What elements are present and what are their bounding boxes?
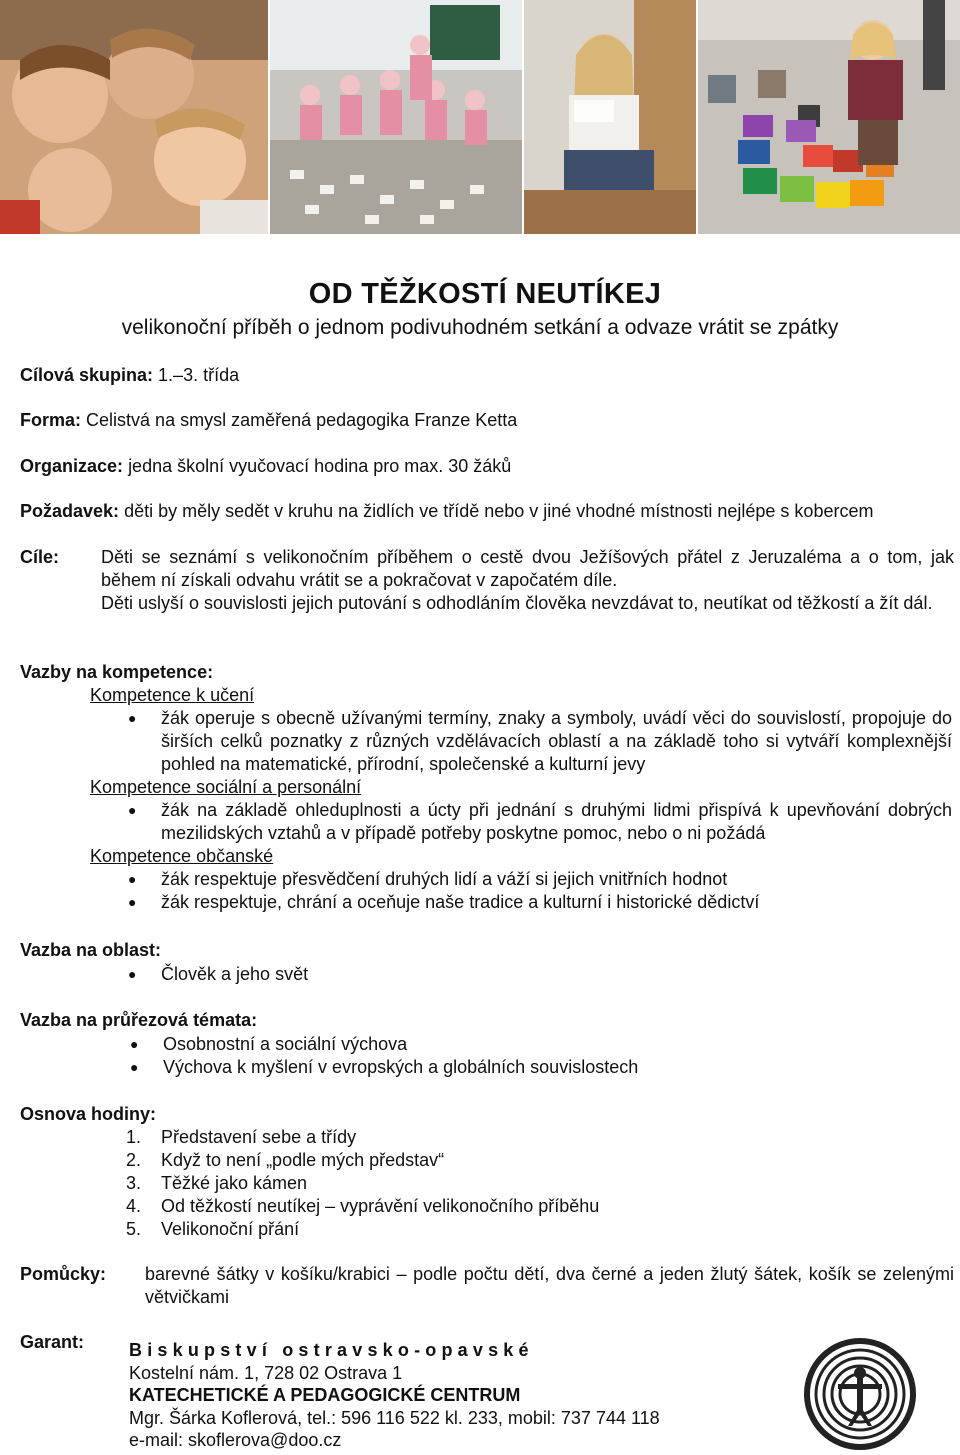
- children-faces-photo: [0, 0, 268, 234]
- list-item-text: Představení sebe a třídy: [161, 1127, 357, 1147]
- themes-list: [130, 1033, 943, 1079]
- page-subtitle: velikonoční příběh o jednom podivuhodném setkání a odvaze vrátit se zpátky: [121, 316, 839, 339]
- organization-row: [20, 455, 511, 478]
- bullet-icon: ●: [128, 710, 137, 726]
- area-list: [128, 963, 941, 986]
- form-label: Forma:: [20, 410, 82, 430]
- guarantor-heading: [20, 1331, 84, 1354]
- competence-list: [128, 868, 952, 914]
- list-item: [126, 1149, 941, 1172]
- list-item-text: žák na základě ohleduplnosti a úcty při jednání s druhými lidmi přispívá k upevňování dobrých mezilidských vztahů a v případě potřeby poskytne pomoc, nebo o ni požádá: [161, 800, 952, 843]
- list-item-text: Osobnostní a sociální výchova: [163, 1034, 408, 1054]
- guarantor-email: e-mail: skoflerova@doo.cz: [129, 1430, 342, 1450]
- header-photo-strip: [0, 0, 960, 234]
- aids-label: Pomůcky:: [20, 1264, 107, 1284]
- bullet-icon: ●: [130, 1059, 139, 1075]
- themes-heading: [20, 1009, 257, 1032]
- competence-list: [128, 707, 952, 776]
- list-number: 4.: [126, 1196, 142, 1216]
- list-number: 3.: [126, 1173, 142, 1193]
- list-number: 5.: [126, 1219, 142, 1239]
- girl-reading-photo: [524, 0, 696, 234]
- competence-list: [128, 799, 952, 845]
- list-item: [128, 868, 952, 891]
- form-row: [20, 409, 517, 432]
- outline-label: Osnova hodiny:: [20, 1104, 157, 1124]
- form-value: Celistvá na smysl zaměřená pedagogika Franze Ketta: [86, 410, 518, 430]
- bullet-icon: ●: [128, 894, 137, 910]
- area-label: Vazba na oblast:: [20, 940, 162, 960]
- guarantor-label: Garant:: [20, 1332, 85, 1352]
- themes-label: Vazba na průřezová témata:: [20, 1010, 258, 1030]
- list-number: 2.: [126, 1150, 142, 1170]
- list-item-text: Od těžkostí neutíkej – vyprávění velikonočního příběhu: [161, 1196, 600, 1216]
- bullet-icon: ●: [128, 871, 137, 887]
- bullet-icon: ●: [130, 1036, 139, 1052]
- girl-colored-cloths-photo: [698, 0, 960, 234]
- target-group-row: [20, 364, 239, 387]
- guarantor-org: Biskupství ostravsko-opavské: [129, 1340, 534, 1360]
- list-item: [128, 799, 952, 845]
- list-item-text: žák respektuje, chrání a oceňuje naše tradice a kulturní i historické dědictví: [161, 892, 760, 912]
- list-item: [126, 1218, 941, 1241]
- list-item: [126, 1195, 941, 1218]
- page-title: OD TĚŽKOSTÍ NEUTÍKEJ: [308, 278, 662, 310]
- list-item: [126, 1126, 941, 1149]
- goals-text: [101, 546, 954, 615]
- target-group-label: Cílová skupina:: [20, 365, 154, 385]
- class-circle-photo: [270, 0, 522, 234]
- competence-group-title: Kompetence občanské: [90, 846, 274, 866]
- guarantor-center: KATECHETICKÉ A PEDAGOGICKÉ CENTRUM: [129, 1385, 521, 1405]
- goals-paragraph-2: Děti uslyší o souvislosti jejich putování s odhodláním člověka nevzdávat to, neutíkat od těžkostí a žít dál.: [101, 593, 933, 613]
- bullet-icon: ●: [128, 966, 137, 982]
- list-item-text: Když to není „podle mých představ“: [161, 1150, 445, 1170]
- guarantor-contact: Mgr. Šárka Koflerová, tel.: 596 116 522 kl. 233, mobil: 737 744 118: [129, 1407, 660, 1428]
- list-item: [128, 891, 952, 914]
- competences-section: [90, 684, 952, 914]
- list-item: [128, 707, 952, 776]
- organization-label: Organizace:: [20, 456, 124, 476]
- list-item-text: Těžké jako kámen: [161, 1173, 308, 1193]
- list-item-text: žák operuje s obecně užívanými termíny, znaky a symboly, uvádí věci do souvislostí, propojuje do širších celků poznatky z různých vzdělávacích oblastí a na základě toho si vytváří komplexnější pohled na matematické, přírodní, společenské a kulturní jevy: [161, 708, 952, 774]
- list-item: [130, 1033, 943, 1056]
- competence-group-title: Kompetence k učení: [90, 685, 255, 705]
- outline-heading: [20, 1103, 156, 1126]
- area-heading: [20, 939, 161, 962]
- list-item-text: žák respektuje přesvědčení druhých lidí a váží si jejich vnitřních hodnot: [161, 869, 728, 889]
- competences-heading: [20, 661, 213, 684]
- guarantor-address: Kostelní nám. 1, 728 02 Ostrava 1: [129, 1362, 403, 1383]
- goals-label-text: Cíle:: [20, 547, 60, 567]
- bullet-icon: ●: [128, 802, 137, 818]
- competence-group-title: Kompetence sociální a personální: [90, 777, 362, 797]
- organization-value: jedna školní vyučovací hodina pro max. 30 žáků: [128, 456, 512, 476]
- competences-label: Vazby na kompetence:: [20, 662, 214, 682]
- list-item: [126, 1172, 941, 1195]
- requirement-row: [20, 500, 873, 523]
- guarantor-block: [129, 1339, 769, 1452]
- aids-value: barevné šátky v košíku/krabici – podle počtu dětí, dva černé a jeden žlutý šátek, košík se zelenými větvičkami: [145, 1264, 954, 1307]
- requirement-value: děti by měly sedět v kruhu na židlích ve třídě nebo v jiné vhodné místnosti nejlépe s kobercem: [124, 501, 874, 521]
- requirement-label: Požadavek:: [20, 501, 120, 521]
- list-number: 1.: [126, 1127, 142, 1147]
- goals-paragraph-1: Děti se seznámí s velikonočním příběhem o cestě dvou Ježíšových přátel z Jeruzaléma a o tom, jak během ní získali odvahu vrátit se a pokračovat v započatém díle.: [101, 547, 954, 590]
- diocese-logo-icon: [804, 1338, 916, 1450]
- list-item-text: Člověk a jeho svět: [161, 964, 309, 984]
- list-item: [128, 963, 941, 986]
- list-item-text: Výchova k myšlení v evropských a globálních souvislostech: [163, 1057, 639, 1077]
- aids-heading: [20, 1263, 106, 1286]
- list-item: [130, 1056, 943, 1079]
- list-item-text: Velikonoční přání: [161, 1219, 300, 1239]
- goals-label: [20, 546, 59, 569]
- outline-list: [126, 1126, 941, 1241]
- target-group-value: 1.–3. třída: [158, 365, 240, 385]
